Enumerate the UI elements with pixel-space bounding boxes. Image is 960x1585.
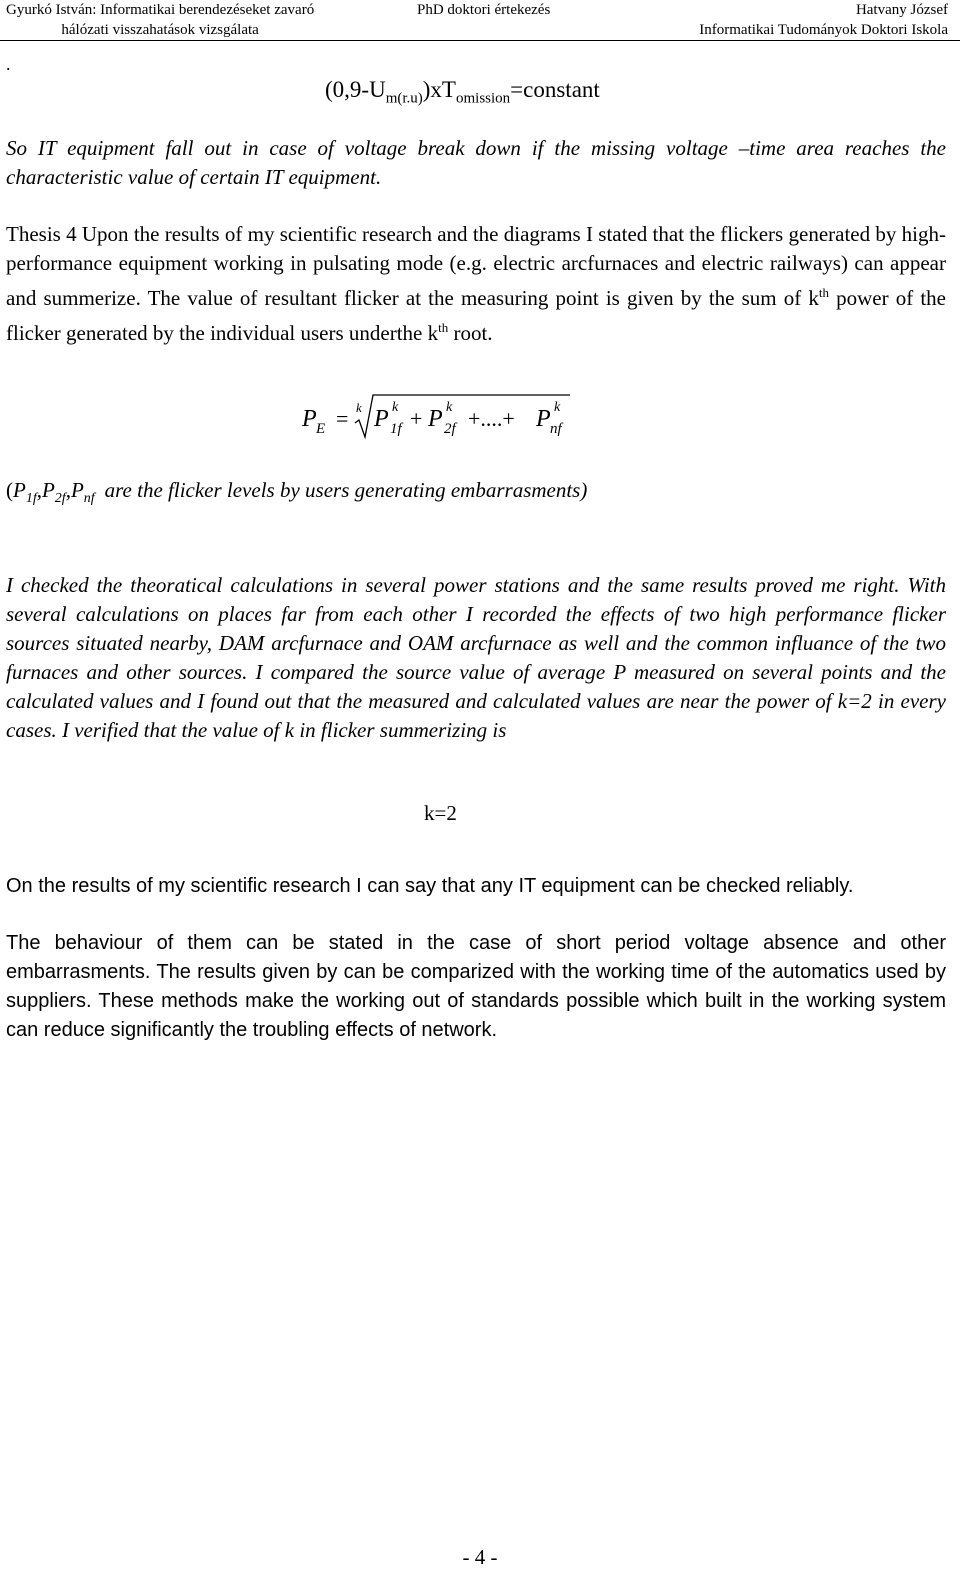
formula-lhs: P <box>302 406 317 432</box>
thesis-mid: power of the flicker generated by the individual users underthe k <box>6 286 946 345</box>
plist-comma1: , <box>36 478 42 502</box>
plist-p2: P <box>41 478 55 502</box>
plist-s1: 1f <box>25 491 37 507</box>
formula-lhs-sub: E <box>316 421 326 437</box>
paragraph-behaviour: The behaviour of them can be stated in the case of short period voltage absence and other embarrasments. The results given by can be comparized with the working time of the automatics used by suppliers. These methods make the working out of standards possible which built in the working system can reduce significantly the troubling effects of network. <box>6 932 946 1041</box>
paragraph-it-fallout: So IT equipment fall out in case of voltage break down if the missing voltage –time area reaches the characteristic value of certain IT equipment. <box>6 136 946 189</box>
formula-t1-sup: k <box>392 400 399 415</box>
header-author-title <box>6 0 314 40</box>
formula-svg <box>298 393 588 443</box>
eq1-sub1: m(r.u) <box>385 90 423 107</box>
flicker-levels-definition <box>6 478 587 507</box>
page-header <box>0 0 960 41</box>
paragraph-thesis-4 <box>6 220 946 348</box>
stray-dot: . <box>6 54 11 74</box>
formula-t2: P <box>428 406 443 432</box>
formula-root-index: k <box>356 400 362 415</box>
eq1-prefix: (0,9-U <box>325 77 386 102</box>
plist-s2: 2f <box>54 491 66 507</box>
header-right-line1: Hatvany József <box>855 2 948 18</box>
plist-p3: P <box>70 478 84 502</box>
plist-s3: nf <box>83 491 95 507</box>
formula-t1-sub: 1f <box>390 421 402 437</box>
omission-equation <box>325 77 600 108</box>
formula-equals: = <box>336 406 349 431</box>
formula-dots: +....+ <box>468 406 515 431</box>
header-left-line1: Gyurkó István: Informatikai berendezéseket zavaró <box>6 2 315 18</box>
eq1-sub2: omission <box>455 90 511 107</box>
thesis-lead: Thesis 4 Upon the results of my scientific research and the diagrams I stated that the flickers generated by high-performance equipment working in pulsating mode (e.g. electric arcfurnaces and electric railways) can appear and summerize. The value of resultant flicker at the measuring point is given by the sum of k <box>6 222 946 310</box>
flicker-sum-formula <box>298 393 588 443</box>
formula-plus1: + <box>410 406 423 431</box>
paragraph-calculations: I checked the theoratical calculations in several power stations and the same results proved me right. With several calculations on places far from each other I recorded the effects of two high performance flicker sources situated nearby, DAM arcfurnace and OAM arcfurnace as well and the common influance of the two furnaces and other sources. I compared the source value of average P measured on several points and the calculated values and I found out that the measured and calculated values are near the power of k=2 in every cases. I verified that the value of k in flicker summerizing is <box>6 573 946 742</box>
header-right-line2: Informatikai Tudományok Doktori Iskola <box>699 22 948 38</box>
page-number: - 4 - <box>462 1545 498 1569</box>
thesis-sup2: th <box>438 320 449 335</box>
plist-description: are the flicker levels by users generating embarrasments) <box>104 478 588 502</box>
formula-t2-sub: 2f <box>444 421 456 437</box>
formula-t3-sub: nf <box>550 421 562 437</box>
formula-t3-sup: k <box>554 400 561 415</box>
paragraph-results: On the results of my scientific research I can say that any IT equipment can be checked reliably. <box>6 875 854 897</box>
formula-t3: P <box>536 406 551 432</box>
plist-open: ( <box>6 478 13 502</box>
header-center: PhD doktori értekezés <box>417 2 551 18</box>
header-right <box>699 0 948 40</box>
eq1-middle: )xT <box>422 77 456 102</box>
thesis-sup1: th <box>818 285 829 300</box>
formula-t1: P <box>374 406 389 432</box>
header-left-line2: hálózati visszahatások vizsgálata <box>61 22 259 38</box>
plist-comma2: , <box>65 478 71 502</box>
formula-t2-sup: k <box>446 400 453 415</box>
eq1-suffix: =constant <box>510 77 600 102</box>
plist-p1: P <box>13 478 26 502</box>
thesis-tail: root. <box>448 321 493 345</box>
k-equation: k=2 <box>424 801 457 825</box>
